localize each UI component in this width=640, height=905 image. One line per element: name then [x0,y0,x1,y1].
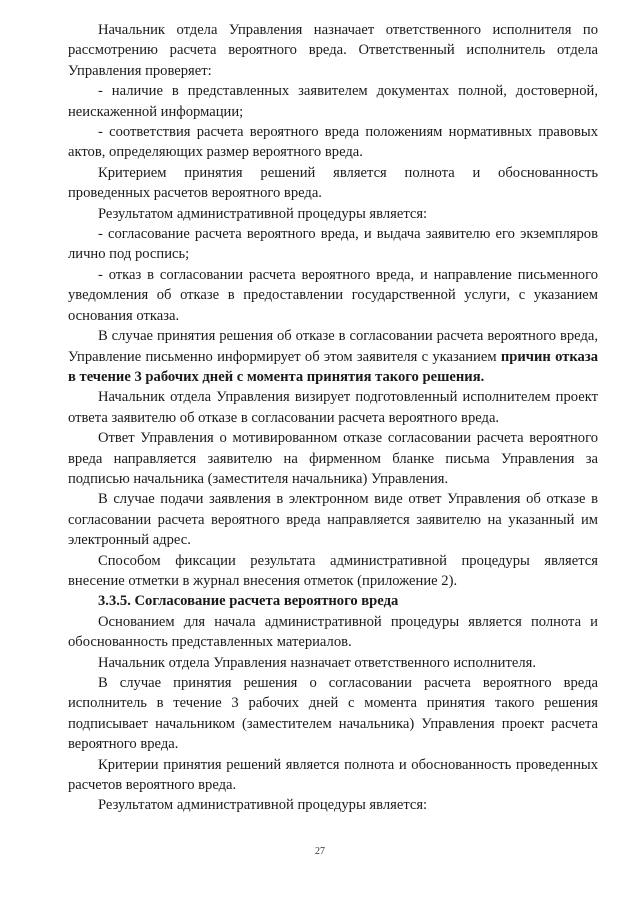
paragraph-fixation: Способом фиксации результата административной процедуры является внесение отметки в журнал внесения отметок (приложение 2). [68,552,598,589]
paragraph-check-compliance: - соответствия расчета вероятного вреда положениям нормативных правовых актов, определяющих размер вероятного вреда. [68,124,598,161]
document-page [68,20,598,816]
refusal-notice-bold-text: причин отказа в течение 3 рабочих дней с момента принятия такого решения. [68,348,598,385]
paragraph-assign-executor: Начальник отдела Управления назначает ответственного исполнителя по рассмотрению расчета вероятного вреда. Ответственный исполнитель отдела Управления проверяет: [68,22,598,79]
paragraph-answer-letter: Ответ Управления о мотивированном отказе согласовании расчета вероятного вреда направляется заявителю на фирменном бланке письма Управления за подписью начальника (заместителя начальника) Управления. [68,430,598,487]
paragraph-refusal-notice [68,326,598,387]
paragraph-check-completeness: - наличие в представленных заявителем документах полной, достоверной, неискаженной информации; [68,83,598,120]
paragraph-electronic-answer: В случае подачи заявления в электронном виде ответ Управления об отказе в согласовании расчета вероятного вреда направляется заявителю на указанный им электронный адрес. [68,491,598,549]
page-number: 27 [315,846,325,857]
paragraph-result-intro-2: Результатом административной процедуры является: [98,797,428,814]
paragraph-basis: Основанием для начала административной процедуры является полнота и обоснованность представленных материалов. [68,613,598,651]
paragraph-criterion: Критерием принятия решений является полнота и обоснованность проведенных расчетов вероятного вреда. [68,164,598,202]
paragraph-result-intro: Результатом административной процедуры является: [98,205,428,222]
paragraph-result-approval: - согласование расчета вероятного вреда, и выдача заявителю его экземпляров лично под роспись; [68,226,598,263]
paragraph-result-refusal: - отказ в согласовании расчета вероятного вреда, и направление письменного уведомления об отказе в предоставлении государственной услуги, с указанием основания отказа. [68,266,598,324]
refusal-notice-text: В случае принятия решения об отказе в согласовании расчета вероятного вреда, Управление письменно информирует об этом заявителя с указанием [68,328,598,365]
paragraph-approval-decision: В случае принятия решения о согласовании расчета вероятного вреда исполнитель в течение 3 рабочих дней с момента принятия такого решения подписывает начальником (заместителем начальника) Управления проект расчета вероятного вреда. [68,675,598,753]
section-heading: 3.3.5. Согласование расчета вероятного вреда [98,593,399,610]
paragraph-criterion-2: Критерии принятия решений является полнота и обоснованность проведенных расчетов вероятного вреда. [68,756,598,794]
paragraph-visa: Начальник отдела Управления визирует подготовленный исполнителем проект ответа заявителю об отказе в согласовании расчета вероятного вреда. [68,389,598,426]
paragraph-assign-executor-2: Начальник отдела Управления назначает ответственного исполнителя. [98,654,536,671]
